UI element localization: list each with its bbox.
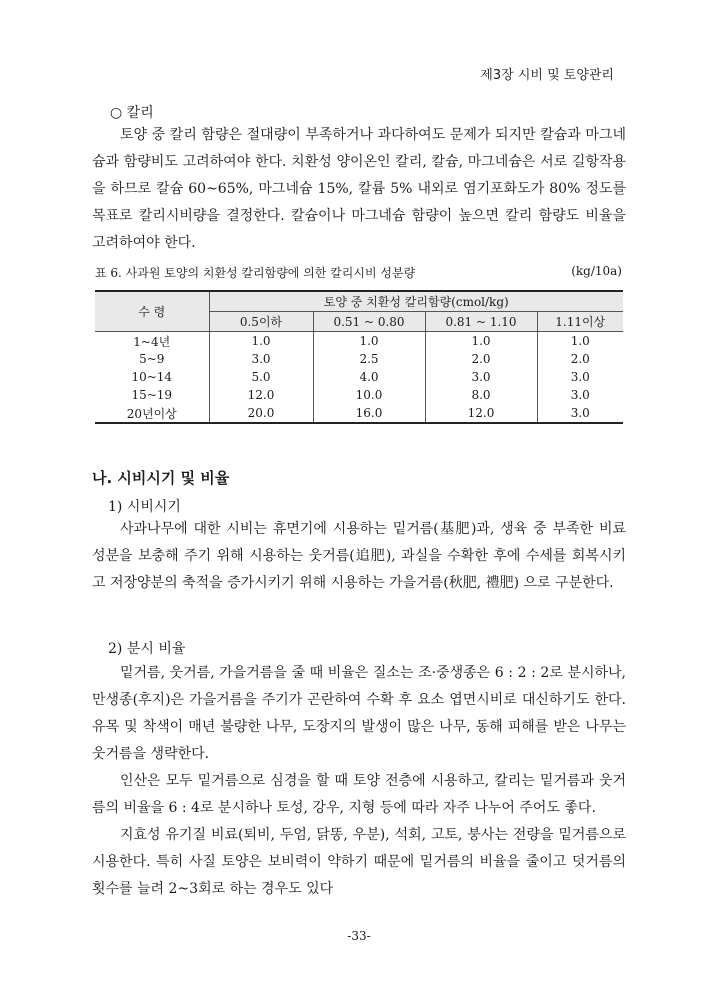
table-cell: 3.0	[425, 368, 537, 386]
table-cell: 10.0	[313, 386, 425, 404]
table-cell: 3.0	[537, 404, 623, 423]
body-paragraph: 지효성 유기질 비료(퇴비, 두엄, 닭똥, 우분), 석회, 고토, 붕사는 전량을 밑거름으로 시용한다. 특히 사질 토양은 보비력이 약하기 때문에 밑거름의 비율을 줄이고 덧거름의 횟수를 늘려 2~3회로 하는 경우도 있다	[92, 827, 626, 897]
table-cell: 20.0	[209, 404, 313, 423]
table-row	[95, 368, 623, 386]
table-caption	[95, 264, 622, 281]
potassium-paragraph-block	[92, 122, 626, 257]
subsection-heading-potassium: ○ 칼리	[110, 105, 154, 121]
row-label: 5~9	[95, 350, 209, 368]
body-paragraph: 토양 중 칼리 함량은 절대량이 부족하거나 과다하여도 문제가 되지만 칼슘과 마그네슘과 함량비도 고려하여야 한다. 치환성 양이온인 칼리, 칼슘, 마그네슘은 서로 길항작용을 하므로 칼슘 60~65%, 마그네슘 15%, 칼륨 5% 내외로 염기포화도가 80% 정도를 목표로 칼리시비량을 결정한다. 칼슘이나 마그네슘 함량이 높으면 칼리 함량도 비율을 고려하여야 한다.	[92, 127, 626, 251]
ratio-paragraph-block	[92, 660, 626, 903]
group-header: 토양 중 치환성 칼리함량(cmol/kg)	[209, 291, 623, 312]
row-header-age: 수 령	[95, 291, 209, 332]
table-cell: 3.0	[209, 350, 313, 368]
table-cell: 2.0	[425, 350, 537, 368]
column-header: 0.51 ~ 0.80	[313, 312, 425, 332]
table-cell: 1.0	[209, 332, 313, 351]
subsection-heading-ratio: 2) 분시 비율	[108, 641, 186, 657]
table-unit: (kg/10a)	[571, 264, 622, 278]
row-label: 10~14	[95, 368, 209, 386]
table-row	[95, 386, 623, 404]
timing-paragraph-block	[92, 516, 626, 597]
subsection-heading-timing: 1) 시비시기	[108, 499, 181, 515]
table-cell: 1.0	[313, 332, 425, 351]
running-header: 제3장 시비 및 토양관리	[480, 68, 614, 83]
column-header: 0.5이하	[209, 312, 313, 332]
section-heading: 나. 시비시기 및 비율	[92, 469, 230, 487]
potassium-table	[95, 290, 623, 424]
table-cell: 8.0	[425, 386, 537, 404]
table-cell: 1.0	[537, 332, 623, 351]
table-cell: 1.0	[425, 332, 537, 351]
row-label: 1~4년	[95, 332, 209, 351]
table-row	[95, 332, 623, 351]
table-cell: 3.0	[537, 386, 623, 404]
table-row	[95, 350, 623, 368]
table-row	[95, 404, 623, 423]
body-paragraph: 사과나무에 대한 시비는 휴면기에 시용하는 밑거름(基肥)과, 생육 중 부족한 비료 성분을 보충해 주기 위해 시용하는 웃거름(追肥), 과실을 수확한 후에 수세를 회복시키고 저장양분의 축적을 증가시키기 위해 시용하는 가을거름(秋肥, 禮肥) 으로 구분한다.	[92, 521, 626, 591]
page-number: -33-	[347, 929, 371, 943]
table-caption-title: 표 6. 사과원 토양의 치환성 칼리함량에 의한 칼리시비 성분량	[95, 266, 416, 280]
column-header: 0.81 ~ 1.10	[425, 312, 537, 332]
table-cell: 12.0	[209, 386, 313, 404]
column-header: 1.11이상	[537, 312, 623, 332]
body-paragraph: 밑거름, 웃거름, 가을거름을 줄 때 비율은 질소는 조·중생종은 6 : 2 : 2로 분시하나, 만생종(후지)은 가을거름을 주기가 곤란하여 수확 후 요소 엽면시비로 대신하기도 한다. 유목 및 착색이 매년 불량한 나무, 도장지의 발생이 많은 나무, 동해 피해를 받은 나무는 웃거름을 생략한다.	[92, 665, 626, 762]
table-cell: 16.0	[313, 404, 425, 423]
table-cell: 3.0	[537, 368, 623, 386]
table-cell: 2.5	[313, 350, 425, 368]
body-paragraph: 인산은 모두 밑거름으로 심경을 할 때 토양 전층에 시용하고, 칼리는 밑거름과 웃거름의 비율을 6 : 4로 분시하나 토성, 강우, 지형 등에 따라 자주 나누어 주어도 좋다.	[92, 773, 626, 816]
row-label: 15~19	[95, 386, 209, 404]
table-cell: 4.0	[313, 368, 425, 386]
table-cell: 2.0	[537, 350, 623, 368]
table-cell: 12.0	[425, 404, 537, 423]
table-cell: 5.0	[209, 368, 313, 386]
row-label: 20년이상	[95, 404, 209, 423]
